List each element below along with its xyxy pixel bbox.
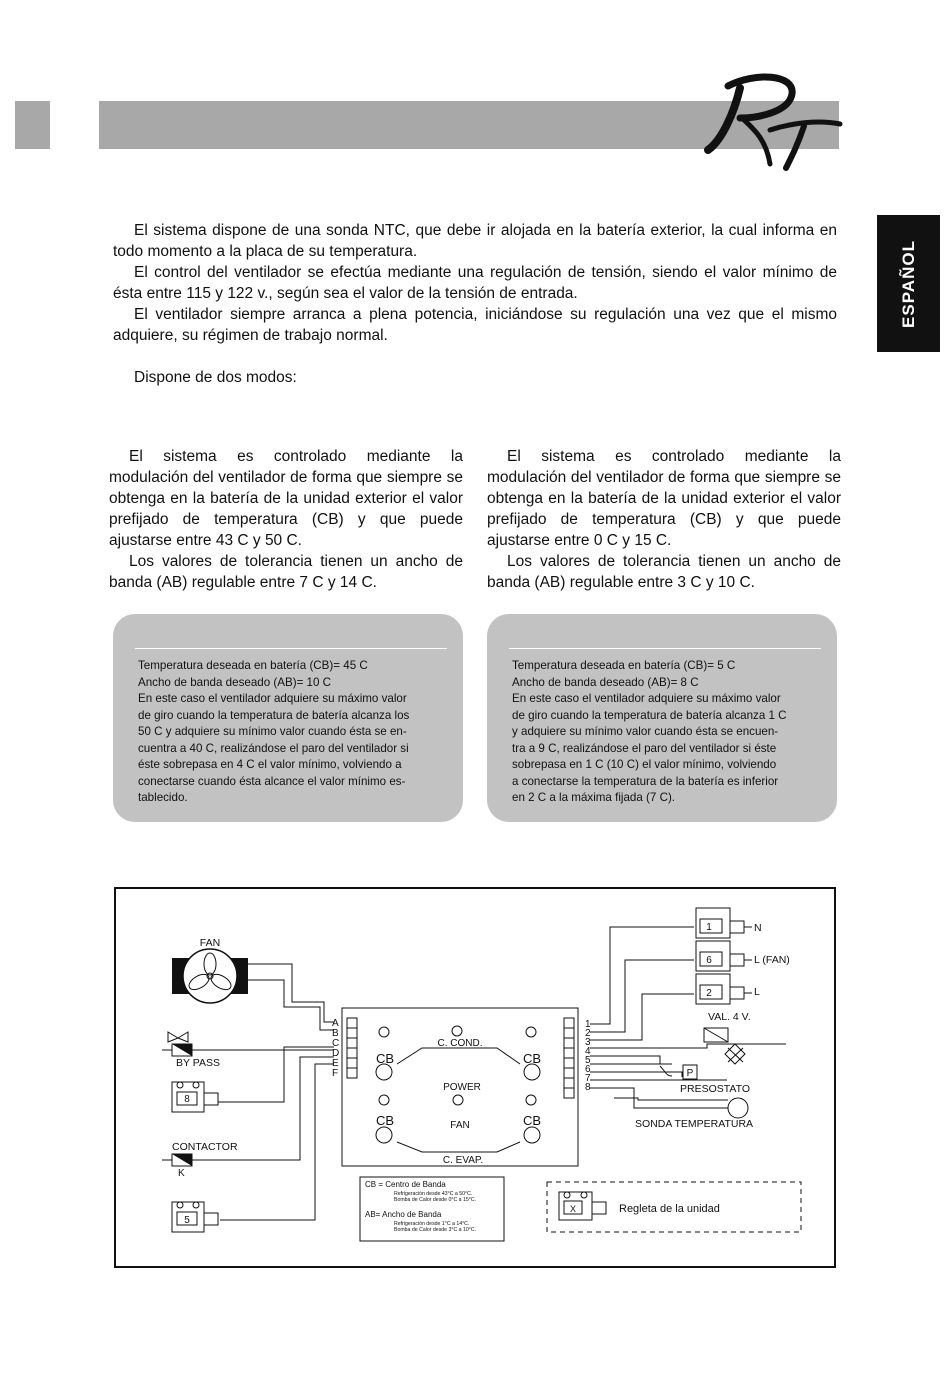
fan-icon [183,949,237,1003]
valve-icon [725,1044,745,1064]
terminal-block-right [696,908,752,1004]
valve-label: VAL. 4 V. [708,1011,751,1023]
intro-paragraph-3: El ventilador siempre arranca a plena potencia, iniciándose su regulación una vez que el mismo adquiere, su régimen de trabajo normal. [113,306,837,344]
example-line: Temperatura deseada en batería (CB)= 45 C [138,659,368,672]
pin-label: E [332,1058,339,1069]
pin-label: 6 [585,1064,591,1075]
legend-ab-title: AB= Ancho de Banda [365,1210,442,1219]
cooling-paragraph-1: El sistema es controlado mediante la modulación del ventilador de forma que siempre se obtenga en la batería de la unidad exterior el valor prefijado de temperatura (CB) y que puede ajustarse entre 43 C y 50 C. [109,448,463,549]
cb-pot-label: CB [522,1051,542,1066]
rt-logo [700,68,850,178]
terminal-5-label: 5 [184,1215,190,1226]
mode-heatpump-text [487,446,841,593]
cb-pot-label: CB [375,1051,395,1066]
left-connector [347,1018,357,1078]
example-line: Temperatura deseada en batería (CB)= 5 C [512,659,736,672]
sonda-label: SONDA TEMPERATURA [635,1118,754,1130]
example-text [512,658,831,807]
example-line: Ancho de banda deseado (AB)= 10 C [138,675,332,689]
cb-pot-label: CB [375,1113,395,1128]
cb-pot-label: CB [522,1113,542,1128]
terminal-number: 1 [706,922,712,933]
language-tab-label: ESPAÑOL [898,239,918,328]
intro-paragraph-1: El sistema dispone de una sonda NTC, que debe ir alojada en la batería exterior, la cual informa en todo momento a la placa de su temperatura. [113,222,837,260]
example-line: Ancho de banda deseado (AB)= 8 C [512,675,699,689]
legend-cb-title: CB = Centro de Banda [365,1180,446,1189]
board-fan-label: FAN [450,1120,470,1131]
example-line: tra a 9 C, realizándose el paro del ventilador si éste [512,741,777,755]
example-line: sobrepasa en 1 C (10 C) el valor mínimo, volviendo [512,758,777,771]
pin-label: 8 [585,1082,591,1093]
temperature-sensor-icon [728,1098,748,1118]
bypass-valve-icon [168,1032,188,1042]
pin-label: A [332,1018,339,1029]
wiring-diagram-svg [116,889,834,1266]
example-box-cooling [113,614,463,822]
example-line: cuentra a 40 C, realizándose el paro del ventilador si [138,741,409,755]
legend-cb-line: Refrigeración desde 43°C a 50°C. [394,1191,473,1197]
example-line: a conectarse la temperatura de la batería es inferior [512,774,779,788]
pin-label: F [332,1068,339,1079]
header-bar-left [15,101,50,149]
bypass-label: BY PASS [176,1057,220,1069]
heatpump-paragraph-2: Los valores de tolerancia tienen un ancho de banda (AB) regulable entre 3 C y 10 C. [487,553,841,591]
terminal-8-label: 8 [184,1094,190,1105]
terminal-label: N [754,922,762,934]
regleta-x-label: X [569,1204,577,1214]
pin-label: D [332,1048,340,1059]
intro-paragraph-2: El control del ventilador se efectúa mediante una regulación de tensión, siendo el valor mínimo de ésta entre 115 y 122 v., según sea el valor de la tensión de entrada. [113,264,837,302]
legend-ab-line: Bomba de Calor desde 3°C a 10°C. [394,1227,477,1233]
example-box-heatpump [487,614,837,822]
box-divider [509,648,821,649]
right-connector [564,1018,574,1098]
pin-label: B [332,1028,339,1039]
wiring-diagram [114,887,836,1268]
example-line: 50 C y adquiere su mínimo valor cuando ésta se en- [138,725,407,738]
example-line: éste sobrepasa en 4 C el valor mínimo, volviendo a [138,758,402,771]
presostato-p-label: P [686,1068,694,1079]
pin-label: 1 [585,1019,591,1030]
legend-ab-line: Refrigeración desde 1°C a 14°C. [394,1221,470,1227]
contactor-label: CONTACTOR [172,1141,238,1153]
example-line: conectarse cuando ésta alcance el valor mínimo es- [138,774,406,788]
example-line: de giro cuando la temperatura de batería alcanza 1 C [512,708,787,722]
example-line: de giro cuando la temperatura de batería alcanza los [138,708,410,722]
language-tab[interactable] [877,215,940,352]
cooling-paragraph-2: Los valores de tolerancia tienen un ancho de banda (AB) regulable entre 7 C y 14 C. [109,553,463,591]
example-line: En este caso el ventilador adquiere su máximo valor [512,692,781,705]
terminal-number: 2 [706,988,712,999]
legend-cb-line: Bomba de Calor desde 0°C a 15°C. [394,1197,477,1203]
terminal-label: L [754,986,760,998]
pin-label: 5 [585,1055,591,1066]
box-divider [135,648,447,649]
terminal-label: L (FAN) [754,954,790,966]
presostato-label: PRESOSTATO [680,1083,751,1095]
contactor-k-label: K [178,1168,185,1179]
pin-label: 7 [585,1073,591,1084]
mode-cooling-text [109,446,463,593]
modes-line: Dispone de dos modos: [134,369,297,386]
pin-label: 4 [585,1046,591,1057]
pin-label: 2 [585,1028,591,1039]
fan-label: FAN [199,937,221,949]
example-line: tablecido. [138,791,188,804]
intro-section [113,220,837,346]
heatpump-paragraph-1: El sistema es controlado mediante la modulación del ventilador de forma que siempre se obtenga en la batería de la unidad exterior el valor prefijado de temperatura (CB) y que puede ajustarse entre 0 C y 15 C. [487,448,841,549]
pin-label: C [332,1038,340,1049]
board-cond-label: C. COND. [437,1038,483,1049]
pin-label: 3 [585,1037,591,1048]
terminal-number: 6 [706,955,712,966]
example-line: en 2 C a la máxima fijada (7 C). [512,791,676,804]
example-text [138,658,457,807]
board-evap-label: C. EVAP. [442,1155,484,1166]
board-power-label: POWER [443,1082,481,1093]
regleta-label: Regleta de la unidad [619,1203,720,1215]
example-line: En este caso el ventilador adquiere su máximo valor [138,692,407,705]
example-line: y adquiere su mínimo valor cuando ésta se encuen- [512,725,779,738]
